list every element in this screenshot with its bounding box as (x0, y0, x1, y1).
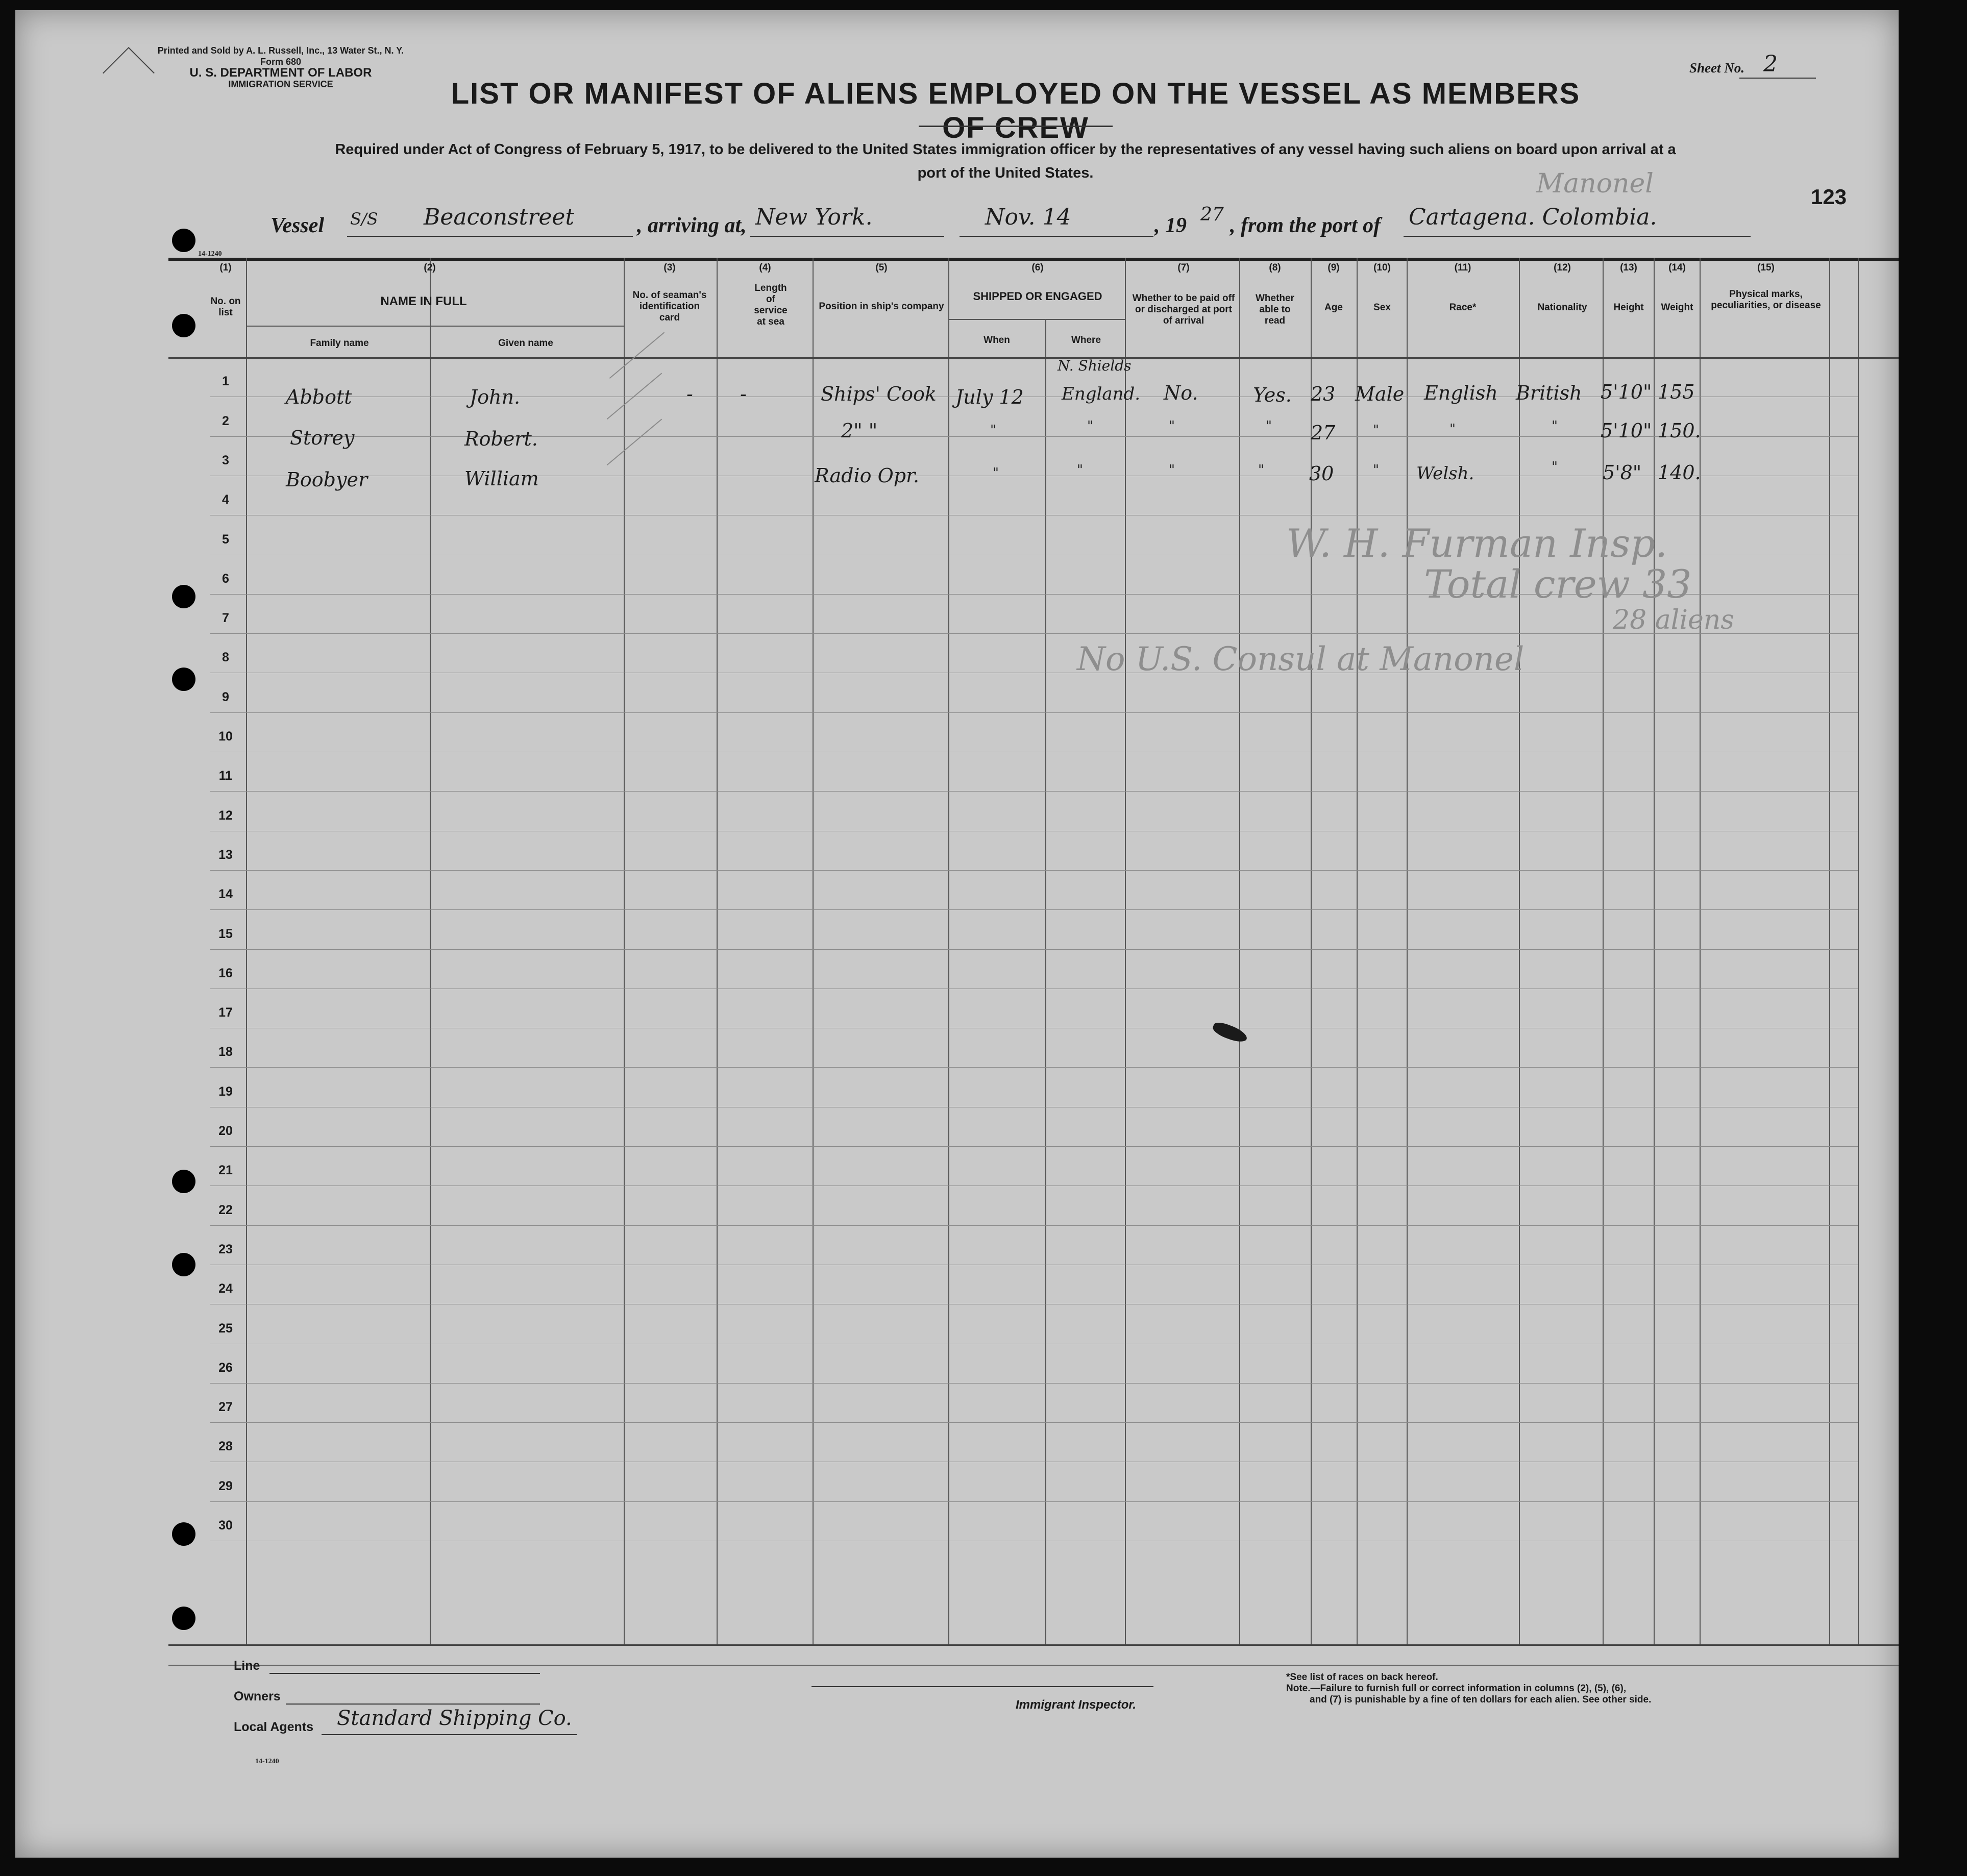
row-number: 20 (218, 1124, 233, 1138)
row-number: 15 (218, 926, 233, 941)
service-name: IMMIGRATION SERVICE (228, 79, 333, 89)
entry-age: 27 (1311, 422, 1336, 444)
row-rule (210, 909, 1858, 910)
entry-position: 2" " (841, 419, 878, 442)
row-number: 23 (218, 1242, 233, 1256)
row-number: 19 (218, 1084, 233, 1099)
col4-number: (4) (759, 262, 771, 273)
column-rule (1357, 258, 1358, 1644)
row-number: 12 (218, 808, 233, 823)
arrival-date: Nov. 14 (985, 204, 1071, 230)
arriving-label: , arriving at, (637, 214, 747, 237)
aliens-pencil-note: 28 aliens (1613, 605, 1734, 635)
year-prefix: , 19 (1154, 214, 1187, 237)
row-number: 28 (218, 1439, 233, 1454)
entry-shipped-when: " (993, 465, 999, 481)
from-port: Cartagena. Colombia. (1409, 204, 1657, 230)
col8-number: (8) (1269, 262, 1281, 273)
row-number: 3 (222, 453, 229, 467)
column-rule (430, 258, 431, 1644)
arriving-port: New York. (755, 204, 873, 230)
entry-family-name: Abbott (286, 386, 352, 408)
column-rule (246, 258, 247, 1644)
manifest-paper (15, 10, 1899, 1858)
owners-label: Owners (234, 1689, 281, 1704)
date-rule (960, 236, 1153, 237)
col9-number: (9) (1327, 262, 1340, 273)
row-number: 27 (218, 1400, 233, 1415)
line-rule (269, 1673, 540, 1674)
binder-hole (172, 314, 195, 337)
row-number: 6 (222, 571, 229, 586)
entry-height: 5'10" (1601, 381, 1652, 403)
entry-shipped-where-city: N. Shields (1058, 357, 1132, 374)
arriving-rule (750, 236, 944, 237)
column-rule (1519, 258, 1520, 1644)
binder-hole (172, 1170, 195, 1193)
vessel-rule (347, 236, 633, 237)
immigrant-inspector-label: Immigrant Inspector. (1016, 1698, 1137, 1712)
column-rule (1125, 258, 1126, 1644)
inspector-signature-rule (812, 1686, 1153, 1687)
column-rule (813, 258, 814, 1644)
row-number: 9 (222, 689, 229, 704)
sheet-label: Sheet No. (1689, 60, 1744, 76)
row-number: 22 (218, 1202, 233, 1217)
row-rule (210, 1383, 1858, 1384)
row-number: 16 (218, 966, 233, 980)
entry-family-name: Boobyer (286, 468, 368, 491)
entry-weight: 155 (1658, 381, 1695, 403)
entry-given-name: William (464, 467, 539, 490)
row-number: 17 (218, 1005, 233, 1020)
col3-number: (3) (663, 262, 676, 273)
entry-shipped-when: July 12 (955, 386, 1024, 408)
row-number: 11 (218, 769, 233, 783)
binder-hole (172, 1607, 195, 1630)
col11-label: Race* (1449, 302, 1477, 313)
row-number: 8 (222, 650, 229, 665)
table-bottom-rule (168, 1644, 1899, 1646)
col15-number: (15) (1757, 262, 1775, 273)
footnote-line: *See list of races on back hereof. (1286, 1672, 1438, 1683)
column-rule (1858, 258, 1859, 1644)
entry-sex: " (1373, 462, 1379, 478)
row-rule (210, 949, 1858, 950)
column-rule (1407, 258, 1408, 1644)
entry-race: Welsh. (1416, 463, 1474, 484)
col6-label: SHIPPED OR ENGAGED (973, 290, 1102, 303)
row-rule (210, 1146, 1858, 1147)
column-rule (1239, 258, 1240, 1644)
binder-hole (172, 585, 195, 608)
col2-given-label: Given name (498, 338, 553, 349)
binder-hole (172, 668, 195, 691)
col6-where-label: Where (1071, 335, 1101, 345)
row-number: 1 (222, 374, 229, 389)
entry-able-to-read: " (1266, 418, 1272, 434)
row-rule (210, 1067, 1858, 1068)
col6-number: (6) (1031, 262, 1044, 273)
row-rule (210, 1422, 1858, 1423)
col14-label: Weight (1661, 302, 1693, 313)
entry-nationality: British (1516, 382, 1582, 404)
entry-paid-off: " (1169, 418, 1175, 434)
column-rule (717, 258, 718, 1644)
col10-number: (10) (1373, 262, 1391, 273)
col7-label: Whether to be paid off or discharged at port of arrival (1132, 293, 1235, 326)
col11-number: (11) (1454, 262, 1471, 273)
entry-sex: Male (1355, 383, 1405, 405)
page-number: 123 (1811, 185, 1847, 209)
footnote (1286, 1672, 1651, 1706)
row-number: 4 (222, 492, 229, 507)
entry-shipped-where: " (1087, 418, 1093, 434)
entry-shipped-where: " (1077, 462, 1083, 478)
col2-number: (2) (424, 262, 436, 273)
row-number: 29 (218, 1478, 233, 1493)
entry-given-name: Robert. (464, 428, 538, 450)
entry-service: - (740, 383, 747, 405)
col1-label: No. on list (210, 296, 241, 318)
column-rule (1829, 258, 1830, 1644)
entry-position: Ships' Cook (821, 383, 937, 405)
entry-id-card: - (686, 383, 693, 405)
col13-number: (13) (1620, 262, 1637, 273)
row-number: 26 (218, 1360, 233, 1375)
form-title: LIST OR MANIFEST OF ALIENS EMPLOYED ON THE VESSEL AS MEMBERS OF CREW (451, 77, 1581, 144)
col13-label: Height (1613, 302, 1644, 313)
from-label: , from the port of (1230, 214, 1381, 237)
col12-label: Nationality (1537, 302, 1587, 313)
form-code-bottom: 14-1240 (255, 1758, 279, 1765)
row-number: 13 (218, 847, 233, 862)
row-number: 18 (218, 1045, 233, 1059)
table-bottom-rule-2 (168, 1665, 1899, 1666)
row-rule (210, 1225, 1858, 1226)
table-top-rule (168, 258, 1899, 261)
entry-age: 23 (1311, 383, 1336, 405)
title-underline (919, 126, 1113, 127)
shipped-subheader-rule (948, 319, 1125, 320)
footnote-line: Note.—Failure to furnish full or correct information in columns (2), (5), (6), (1286, 1683, 1627, 1694)
entry-weight: 150. (1658, 419, 1701, 442)
row-number: 30 (218, 1518, 233, 1533)
binder-hole (172, 1253, 195, 1276)
col5-label: Position in ship's company (819, 301, 944, 312)
col7-number: (7) (1177, 262, 1190, 273)
row-number: 2 (222, 413, 229, 428)
entry-shipped-when: " (990, 423, 996, 438)
col15-label: Physical marks, peculiarities, or disease (1711, 289, 1821, 311)
printer-line: Printed and Sold by A. L. Russell, Inc., 13 Water St., N. Y. (157, 45, 404, 56)
column-rule (948, 258, 949, 1644)
from-rule (1404, 236, 1751, 237)
binder-hole (172, 1522, 195, 1546)
header-bottom-rule (168, 357, 1899, 359)
col4-label: Length of service at sea (754, 283, 788, 327)
col6-when-label: When (984, 335, 1010, 345)
printer-block (153, 45, 408, 90)
entry-able-to-read: " (1258, 462, 1264, 478)
col3-label: No. of seaman's identification card (632, 290, 707, 323)
col12-number: (12) (1554, 262, 1571, 273)
consul-pencil-note: No U.S. Consul at Manonel (1077, 640, 1525, 678)
entry-height: 5'8" (1603, 461, 1642, 484)
inspector-pencil-note: W. H. Furman Insp. (1286, 521, 1668, 566)
owners-rule (286, 1704, 540, 1705)
row-number: 24 (218, 1281, 233, 1296)
requirement-line: Required under Act of Congress of February 5, 1917, to be delivered to the United States immigration officer by the representatives of any vessel having such aliens on board upon arrival at a (335, 141, 1676, 158)
col10-label: Sex (1373, 302, 1391, 313)
row-number: 10 (218, 729, 233, 744)
entry-sex: " (1373, 423, 1379, 438)
entry-weight: 140. (1658, 461, 1701, 484)
binder-hole (172, 229, 195, 252)
entry-nationality: " (1552, 459, 1558, 475)
col1-number: (1) (219, 262, 232, 273)
row-number: 25 (218, 1321, 233, 1336)
row-number: 5 (222, 532, 229, 547)
year-suffix: 27 (1200, 204, 1224, 225)
col5-number: (5) (875, 262, 888, 273)
entry-position: Radio Opr. (815, 464, 920, 487)
total-crew-pencil-note: Total crew 33 (1424, 561, 1692, 607)
row-rule (210, 633, 1858, 634)
row-rule (210, 1501, 1858, 1502)
col14-number: (14) (1668, 262, 1686, 273)
entry-race: " (1449, 422, 1456, 437)
row-number: 21 (218, 1163, 233, 1178)
entry-age: 30 (1309, 462, 1334, 485)
vessel-name: Beaconstreet (424, 204, 575, 230)
requirement-line: port of the United States. (917, 165, 1094, 181)
local-agents-label: Local Agents (234, 1720, 314, 1734)
row-number: 7 (222, 611, 229, 626)
col2-label: NAME IN FULL (380, 294, 467, 308)
line-label: Line (234, 1659, 260, 1673)
row-rule (210, 791, 1858, 792)
sheet-number: 2 (1763, 51, 1778, 77)
row-number: 14 (218, 887, 233, 902)
entry-height: 5'10" (1601, 419, 1652, 442)
entry-family-name: Storey (290, 427, 355, 449)
sheet-underline (1739, 78, 1816, 79)
entry-given-name: John. (470, 386, 521, 408)
col9-label: Age (1324, 302, 1343, 313)
vessel-prefix: S/S (350, 209, 378, 229)
row-rule (210, 712, 1858, 713)
name-subheader-rule (246, 326, 624, 327)
entry-race: English (1424, 382, 1498, 404)
local-agents-rule (322, 1734, 577, 1735)
department-name: U. S. DEPARTMENT OF LABOR (189, 66, 372, 80)
entry-shipped-where: England. (1062, 384, 1141, 404)
form-code-top: 14-1240 (198, 250, 222, 258)
col8-label: Whether able to read (1256, 293, 1294, 326)
row-rule (210, 870, 1858, 871)
vessel-label: Vessel (271, 214, 324, 237)
column-rule (1045, 319, 1046, 1644)
port-annotation: Manonel (1536, 168, 1654, 199)
form-number: Form 680 (260, 57, 302, 67)
column-rule (1654, 258, 1655, 1644)
entry-able-to-read: Yes. (1253, 384, 1292, 406)
col2-family-label: Family name (310, 338, 369, 349)
entry-paid-off: No. (1164, 382, 1198, 404)
entry-paid-off: " (1169, 462, 1175, 478)
entry-nationality: " (1552, 418, 1558, 434)
local-agents-value: Standard Shipping Co. (337, 1707, 572, 1730)
footnote-line: and (7) is punishable by a fine of ten dollars for each alien. See other side. (1310, 1694, 1652, 1705)
column-rule (624, 258, 625, 1644)
